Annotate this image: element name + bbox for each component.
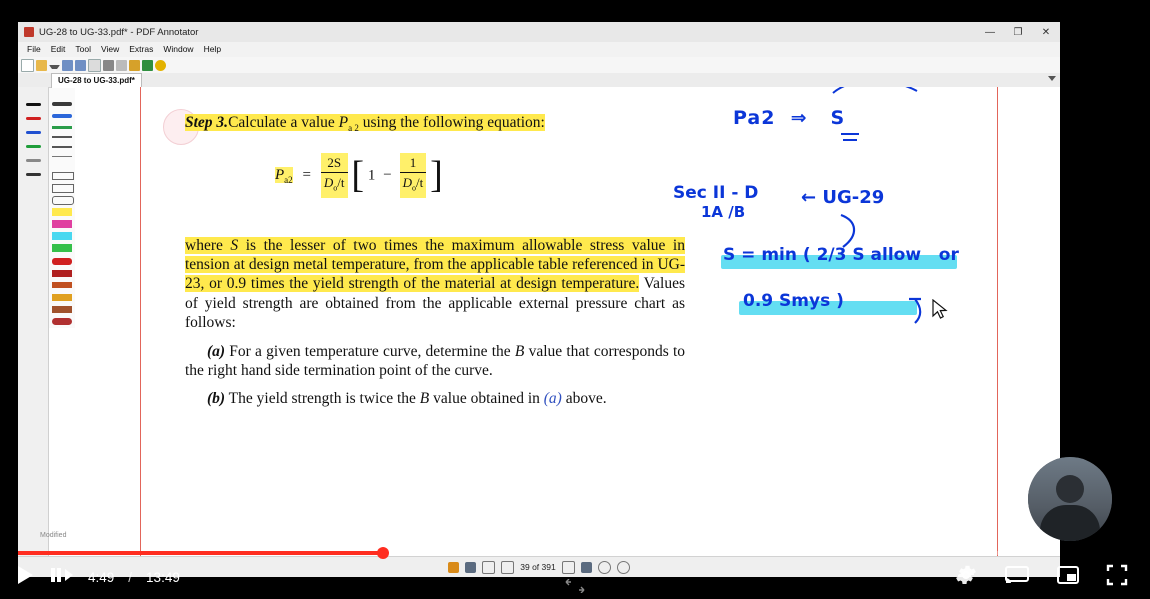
pdf-viewport[interactable]	[76, 87, 1060, 557]
minimize-button[interactable]: —	[985, 26, 995, 38]
where-paragraph	[185, 236, 685, 333]
thin-line-icon[interactable]	[52, 156, 72, 157]
cross-stamp-icon[interactable]	[52, 270, 72, 277]
menu-extras[interactable]: Extras	[129, 44, 154, 54]
ink-underline-1	[841, 133, 859, 135]
chevron-down-icon[interactable]	[1048, 76, 1056, 81]
save-all-icon[interactable]	[75, 60, 86, 71]
window-title: UG-28 to UG-33.pdf* - PDF Annotator	[39, 26, 199, 38]
pen-tool-red-icon[interactable]	[26, 117, 41, 120]
ink-note-smys: 0.9 Smys )	[743, 291, 844, 311]
undo-icon[interactable]	[129, 60, 140, 71]
stamp-tool-icon[interactable]	[52, 306, 72, 313]
current-time: 4:49	[88, 569, 115, 585]
pen-tool-blue-icon[interactable]	[26, 131, 41, 134]
menu-edit[interactable]: Edit	[50, 44, 66, 54]
mouse-cursor-icon	[931, 299, 951, 321]
document-tab-row	[18, 73, 1060, 88]
window-controls	[976, 22, 1060, 42]
fraction2-numerator: 1	[400, 153, 427, 173]
item-b-label: (b)	[207, 390, 226, 408]
toolbar	[18, 57, 1060, 74]
new-document-icon[interactable]	[21, 59, 34, 72]
fraction1-numerator: 2S	[321, 153, 348, 173]
where-variable-s: S	[230, 236, 239, 254]
menubar	[18, 42, 1060, 58]
where-text-b: is the lesser of two times the maximum allowable stress value in tension at design metal temperature, from the applicable table referenced in UG-23, or 0.9 times the yield strength of the material at design temperature.	[185, 236, 685, 293]
mail-icon[interactable]	[88, 59, 101, 72]
warning-icon[interactable]	[155, 60, 166, 71]
rectangle-tool-icon[interactable]	[52, 184, 74, 193]
open-folder-icon[interactable]	[36, 60, 47, 71]
bracket-open: [	[351, 154, 365, 197]
item-a-label: (a)	[207, 342, 226, 360]
chevron-down-icon[interactable]	[49, 65, 60, 69]
item-a-text2: value that corresponds to the right hand side termination point of the curve.	[185, 342, 685, 379]
window-titlebar	[18, 22, 1060, 43]
ink-underline-2	[843, 139, 857, 141]
webcam-body	[1040, 505, 1100, 541]
pen-tool-green-icon[interactable]	[26, 145, 41, 148]
star-stamp-icon[interactable]	[52, 294, 72, 301]
item-a-variable-b: B	[514, 342, 525, 360]
ink-note-ug29: ← UG-29	[801, 187, 885, 208]
step3-text2: using the following equation:	[362, 114, 545, 131]
step3-variable: $P_{a 2}$	[335, 114, 363, 131]
ink-note-sec2d: Sec II - D	[673, 183, 759, 203]
step3-text: Calculate a value	[228, 114, 335, 131]
pencil-tool-icon[interactable]	[52, 282, 72, 288]
item-a-paragraph	[185, 342, 685, 381]
presenter-webcam	[1028, 457, 1112, 541]
pause-icon[interactable]	[50, 565, 74, 590]
miniplayer-icon[interactable]	[1056, 564, 1080, 591]
marker-tool-icon[interactable]	[52, 102, 72, 106]
fraction1-denominator: $D_o/t$	[323, 174, 345, 193]
arrow-double-icon[interactable]	[52, 172, 74, 180]
maximize-button[interactable]: ❐	[1013, 26, 1023, 38]
highlighter-yellow-icon[interactable]	[52, 208, 72, 216]
line-tool-icon[interactable]	[52, 126, 72, 129]
formula-one: 1	[367, 166, 376, 183]
dash-tool-icon[interactable]	[52, 136, 72, 138]
item-b-text: The yield strength is twice the	[225, 390, 420, 408]
ink-partial-top	[831, 87, 931, 97]
menu-file[interactable]: File	[27, 44, 41, 54]
item-b-paragraph	[185, 389, 685, 408]
item-b-text3: above.	[561, 390, 607, 408]
scan-icon[interactable]	[116, 60, 127, 71]
formula-minus: −	[383, 166, 392, 183]
ink-note-smin: S = min ( 2/3 S allow or	[723, 245, 959, 265]
bracket-close: ]	[430, 154, 443, 197]
pen-tool-black-icon[interactable]	[26, 103, 41, 106]
where-text-a: where	[185, 236, 231, 254]
highlighter-green-icon[interactable]	[52, 244, 72, 252]
fullscreen-icon[interactable]	[1106, 564, 1128, 591]
pen-tool-gray-icon[interactable]	[26, 159, 41, 162]
gear-icon[interactable]	[954, 563, 978, 592]
step3-label: Step 3.	[185, 114, 229, 131]
status-text: Modified	[40, 532, 67, 539]
menu-help[interactable]: Help	[203, 44, 222, 54]
rounded-rect-tool-icon[interactable]	[52, 196, 74, 205]
menu-view[interactable]: View	[100, 44, 120, 54]
menu-tool[interactable]: Tool	[75, 44, 91, 54]
item-b-text2: value obtained in	[429, 390, 544, 408]
duration: 13:49	[146, 569, 180, 585]
time-separator: /	[128, 569, 133, 585]
formula-lhs: $P_{a2}$	[275, 166, 293, 185]
save-icon[interactable]	[62, 60, 73, 71]
play-icon[interactable]	[14, 564, 36, 591]
pen-tool-dark-icon[interactable]	[26, 173, 41, 176]
webcam-head	[1056, 475, 1084, 503]
menu-window[interactable]: Window	[163, 44, 194, 54]
curve-tool-icon[interactable]	[52, 114, 72, 118]
ink-note-1ab: 1A /B	[701, 203, 746, 221]
fraction2-denominator: $D_o/t$	[402, 174, 424, 193]
annotation-tool-rail	[18, 87, 49, 557]
formula-fraction-2	[400, 153, 427, 198]
step3-paragraph	[185, 113, 685, 139]
item-b-link-a[interactable]: (a)	[543, 390, 562, 408]
ink-note-pa2: Pa2 ⇒ S	[733, 107, 846, 129]
highlighter-cyan-icon[interactable]	[52, 232, 72, 240]
arrow-tool-icon[interactable]	[52, 146, 72, 148]
formula-pa2	[275, 153, 685, 199]
video-frame	[18, 22, 1060, 577]
redo-icon[interactable]	[142, 60, 153, 71]
resize-handle[interactable]	[565, 579, 585, 593]
where-text-c: Values of yield strength are obtained from the applicable external pressure chart as follows:	[185, 275, 685, 332]
cast-icon[interactable]	[1004, 564, 1030, 591]
pdf-page	[140, 87, 998, 557]
heart-stamp-icon[interactable]	[52, 258, 72, 265]
app-icon	[24, 27, 34, 37]
print-icon[interactable]	[103, 60, 114, 71]
page-indicator: 39 of 391	[520, 562, 556, 572]
highlighter-magenta-icon[interactable]	[52, 220, 72, 228]
formula-equals: =	[302, 166, 312, 183]
document-tab[interactable]: UG-28 to UG-33.pdf*	[51, 73, 142, 88]
close-button[interactable]: ✕	[1041, 26, 1051, 38]
item-b-variable-b: B	[419, 390, 430, 408]
item-a-text: For a given temperature curve, determine the	[225, 342, 515, 360]
formula-fraction-1	[321, 153, 348, 198]
eraser-tool-icon[interactable]	[52, 318, 72, 325]
pdf-text-content	[185, 113, 685, 409]
annotation-palette	[49, 88, 75, 328]
